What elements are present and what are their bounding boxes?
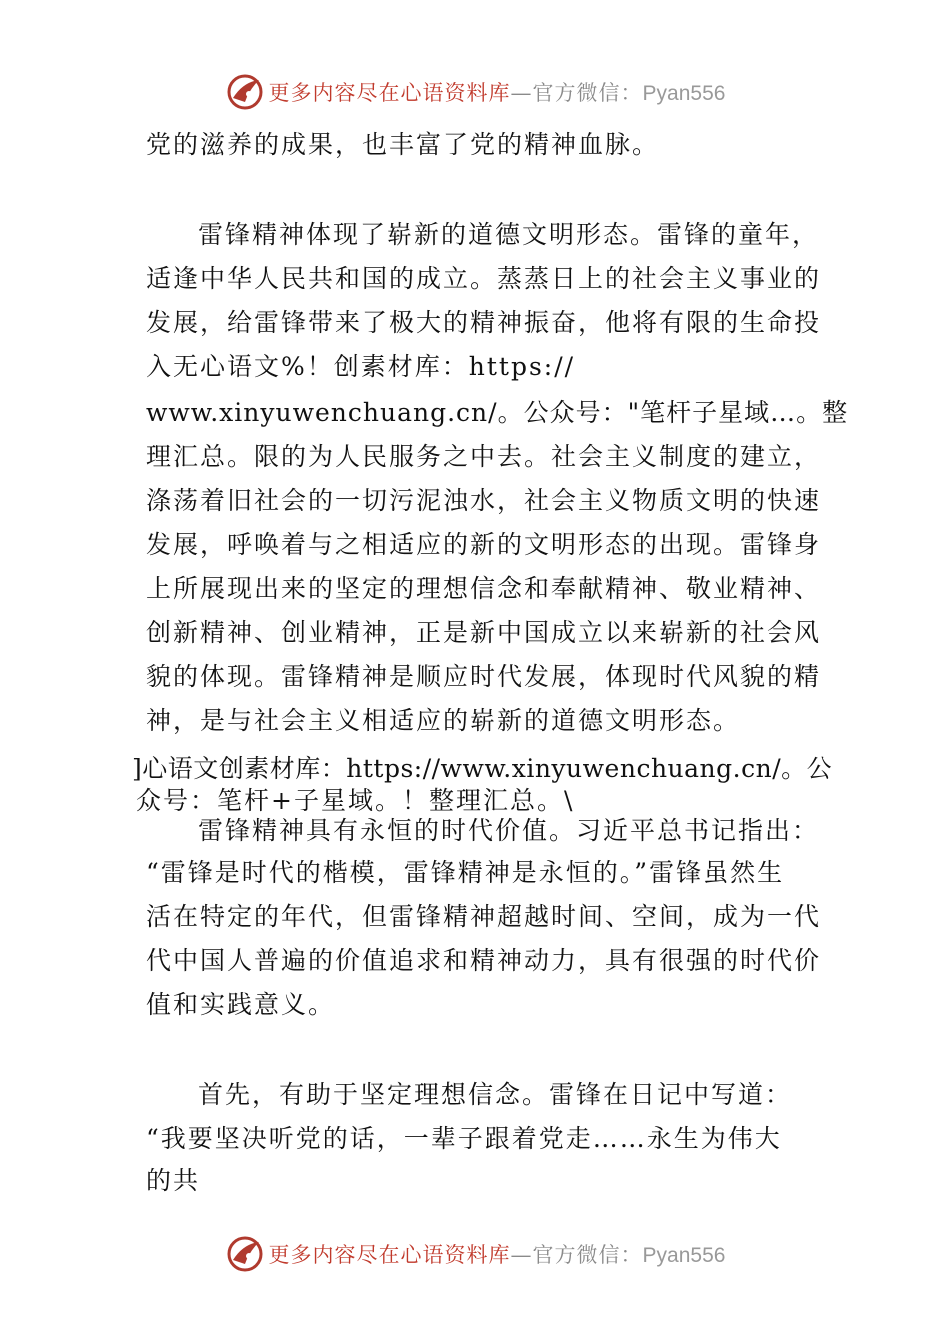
body-line: 创新精神、创业精神，正是新中国成立以来崭新的社会风 — [146, 618, 822, 647]
body-line: 上所展现出来的坚定的理想信念和奉献精神、敬业精神、 — [146, 574, 822, 603]
header-banner — [0, 70, 950, 114]
header-text-gray: —官方微信： — [510, 81, 643, 105]
footer-text-gray: —官方微信： — [510, 1243, 643, 1267]
footer-text — [269, 1239, 726, 1269]
body-line: 众号：笔杆+子星域。！整理汇总。\ — [136, 786, 575, 815]
body-line: 雷锋精神体现了崭新的道德文明形态。雷锋的童年， — [198, 220, 820, 249]
footer-text-red: 更多内容尽在心语资料库 — [268, 1243, 511, 1267]
body-line: www.xinyuwenchuang.cn/。公众号："笔杆子星域…。整 — [146, 398, 849, 427]
seal-logo-icon — [225, 1234, 265, 1274]
body-line: 理汇总。限的为人民服务之中去。社会主义制度的建立， — [146, 442, 822, 471]
header-text-red: 更多内容尽在心语资料库 — [268, 81, 511, 105]
body-line: “我要坚决听党的话，一辈子跟着党走……永生为伟大 — [146, 1124, 782, 1153]
body-line: 党的滋养的成果，也丰富了党的精神血脉。 — [146, 130, 660, 159]
body-line: ]心语文创素材库：https://www.xinyuwenchuang.cn/。公 — [132, 754, 833, 783]
body-line: 涤荡着旧社会的一切污泥浊水，社会主义物质文明的快速 — [146, 486, 822, 515]
body-line: 代中国人普遍的价值追求和精神动力，具有很强的时代价 — [146, 946, 822, 975]
body-line: 的共 — [146, 1166, 201, 1195]
body-line: 发展，呼唤着与之相适应的新的文明形态的出现。雷锋身 — [146, 530, 822, 559]
body-line: 神，是与社会主义相适应的崭新的道德文明形态。 — [146, 706, 741, 735]
header-text — [269, 77, 726, 107]
body-line: 入无心语文%！创素材库：https:// — [146, 352, 576, 381]
body-line: 值和实践意义。 — [146, 990, 336, 1019]
header-wechat-id: Pyan556 — [642, 82, 726, 105]
body-line: 首先，有助于坚定理想信念。雷锋在日记中写道： — [198, 1080, 793, 1109]
body-line: 发展，给雷锋带来了极大的精神振奋，他将有限的生命投 — [146, 308, 822, 337]
footer-banner — [0, 1232, 950, 1276]
body-line: “雷锋是时代的楷模，雷锋精神是永恒的。”雷锋虽然生 — [146, 858, 785, 887]
body-line: 活在特定的年代，但雷锋精神超越时间、空间，成为一代 — [146, 902, 822, 931]
body-line: 貌的体现。雷锋精神是顺应时代发展，体现时代风貌的精 — [146, 662, 822, 691]
body-line: 适逢中华人民共和国的成立。蒸蒸日上的社会主义事业的 — [146, 264, 822, 293]
body-line: 雷锋精神具有永恒的时代价值。习近平总书记指出： — [198, 816, 820, 845]
seal-logo-icon — [225, 72, 265, 112]
footer-wechat-id: Pyan556 — [642, 1244, 726, 1267]
